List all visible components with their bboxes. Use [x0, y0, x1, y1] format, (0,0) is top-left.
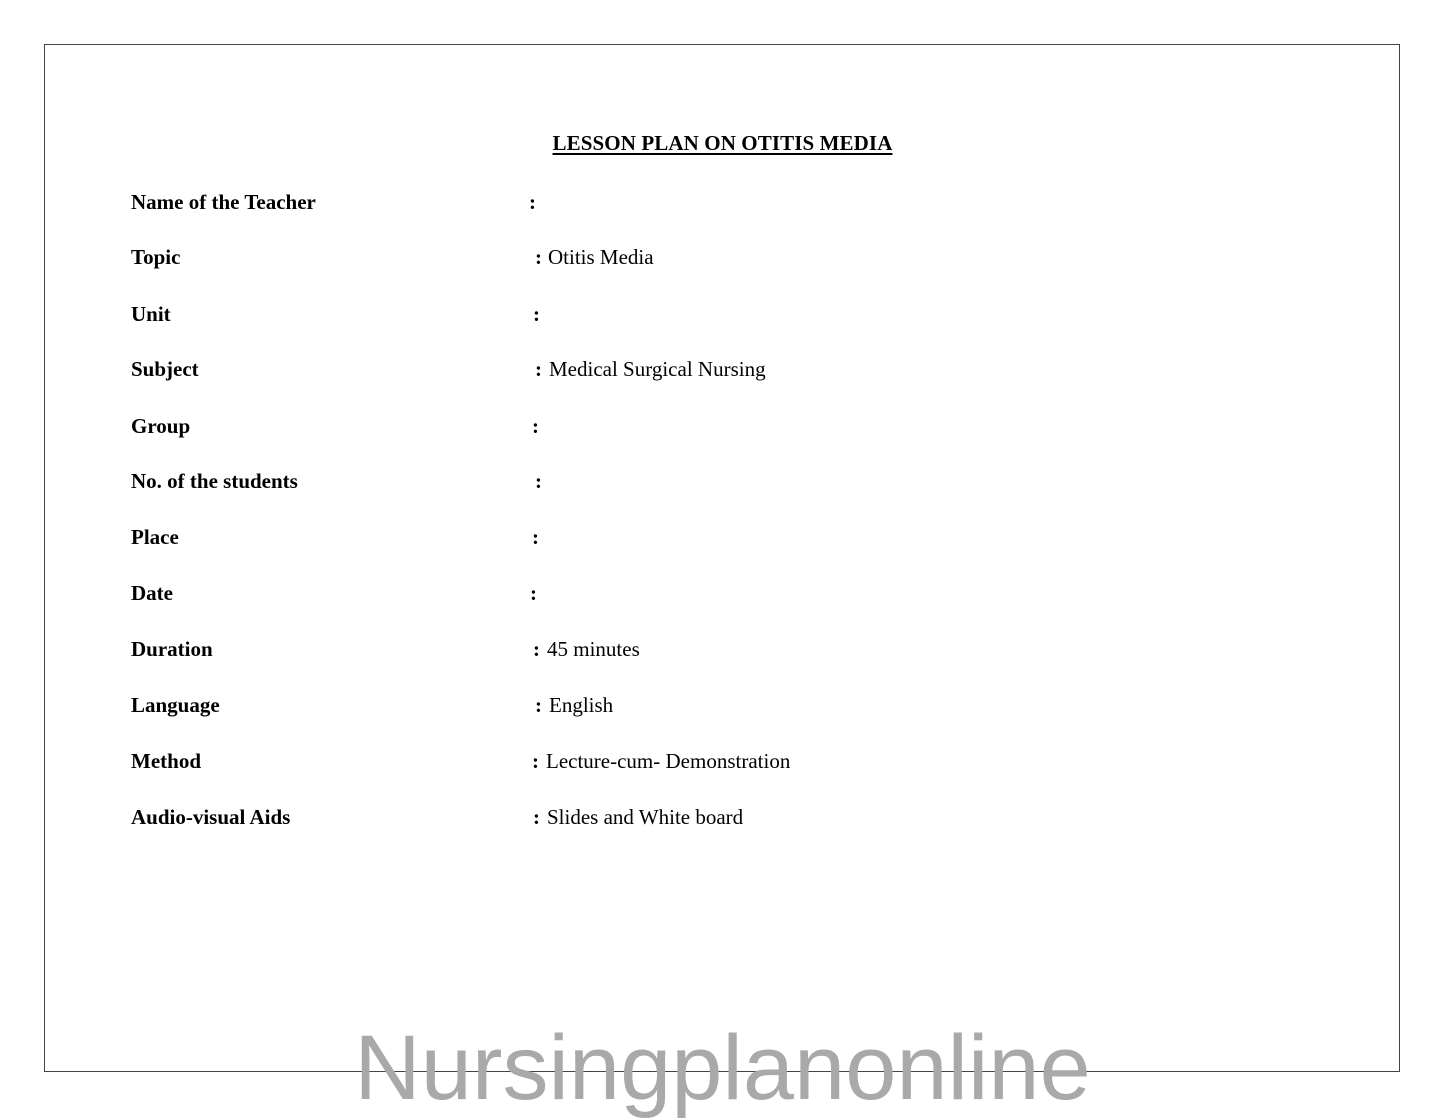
field-label: Place — [131, 525, 179, 549]
field-colon: : — [535, 357, 542, 381]
field-label: Unit — [131, 302, 171, 326]
field-label: Date — [131, 581, 173, 605]
field-label: Duration — [131, 637, 213, 661]
field-colon: : — [532, 525, 539, 549]
field-label: Method — [131, 749, 201, 773]
field-label: Subject — [131, 357, 199, 381]
field-label: Group — [131, 414, 191, 438]
field-label: Language — [131, 693, 220, 717]
field-colon: : — [535, 693, 542, 717]
field-label: Topic — [131, 245, 181, 269]
field-value: Medical Surgical Nursing — [549, 357, 766, 381]
field-colon: : — [535, 245, 542, 269]
field-colon: : — [533, 637, 540, 661]
field-label: No. of the students — [131, 469, 298, 493]
field-colon: : — [533, 805, 540, 829]
field-label: Name of the Teacher — [131, 190, 316, 214]
document-title: LESSON PLAN ON OTITIS MEDIA — [552, 131, 893, 155]
field-colon: : — [532, 414, 539, 438]
watermark-text: Nursingplanonline — [354, 1017, 1091, 1119]
field-colon: : — [529, 190, 536, 214]
field-colon: : — [533, 302, 540, 326]
field-value: English — [549, 693, 614, 717]
field-value: Lecture-cum- Demonstration — [546, 749, 791, 773]
field-label: Audio-visual Aids — [131, 805, 291, 829]
field-value: 45 minutes — [547, 637, 640, 661]
field-colon: : — [532, 749, 539, 773]
field-value: Otitis Media — [548, 245, 654, 269]
field-colon: : — [530, 581, 537, 605]
field-colon: : — [535, 469, 542, 493]
field-value: Slides and White board — [547, 805, 744, 829]
